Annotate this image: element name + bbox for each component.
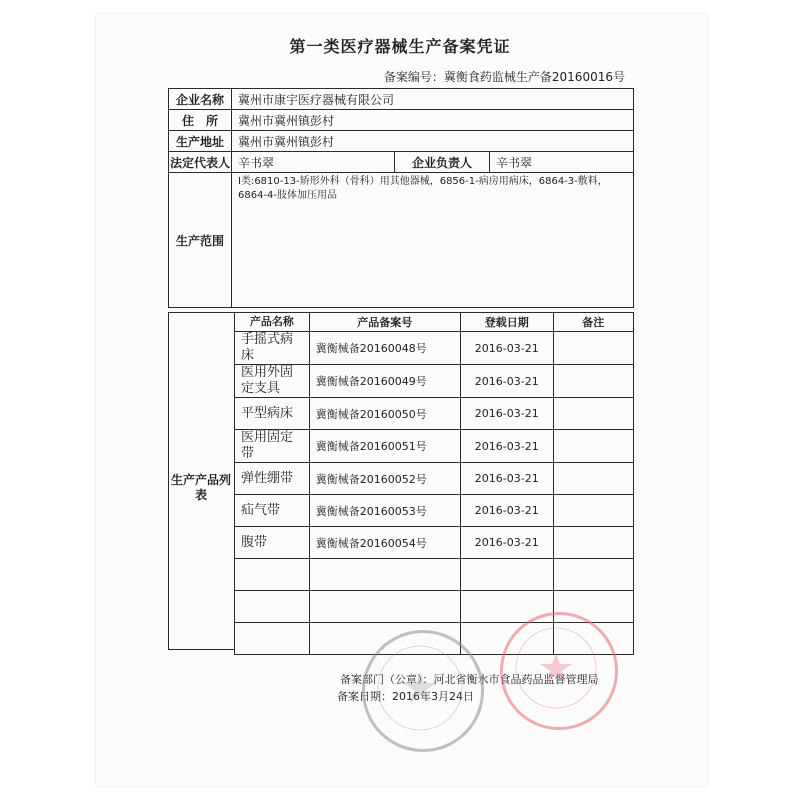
scope-value: Ⅰ类:6810-13-矫形外科（骨科）用其他器械，6856-1-病房用病床，6864-3-敷料，6864-4-肢体加压用品 (232, 173, 634, 308)
scope-label: 生产范围 (169, 173, 232, 308)
product-name-cell: 疝气带 (235, 495, 310, 527)
production-address-value: 冀州市冀州镇彭村 (232, 131, 634, 152)
product-name-cell (235, 559, 310, 591)
product-row (235, 430, 634, 463)
official-seal-gray (362, 630, 484, 752)
product-record-cell: 冀衡械备20160052号 (309, 463, 460, 495)
product-record-cell: 冀衡械备20160054号 (309, 527, 460, 559)
product-note-cell (553, 365, 633, 398)
production-address-label: 生产地址 (169, 131, 232, 152)
product-record-cell: 冀衡械备20160048号 (309, 332, 460, 365)
filing-department: 备案部门（公章）：河北省衡水市食品药品监督管理局 (340, 673, 599, 686)
product-date-cell: 2016-03-21 (460, 527, 553, 559)
product-note-cell (553, 559, 633, 591)
seal-star-icon (365, 633, 475, 743)
product-note-cell (553, 495, 633, 527)
product-name-cell: 腹带 (235, 527, 310, 559)
product-row (235, 398, 634, 430)
product-note-cell (553, 527, 633, 559)
seal-star-icon-red (503, 615, 609, 721)
record-number: 备案编号：冀衡食药监械生产备20160016号 (383, 70, 625, 84)
product-name-cell: 手摇式病床 (235, 332, 310, 365)
product-list-label-cell (168, 312, 234, 650)
header-date: 登载日期 (460, 313, 553, 332)
legal-rep-label: 法定代表人 (169, 152, 232, 173)
product-record-cell: 冀衡械备20160050号 (309, 398, 460, 430)
residence-value: 冀州市冀州镇彭村 (232, 110, 634, 131)
company-seal-red (500, 612, 618, 730)
company-head-value: 辛书翠 (490, 152, 634, 173)
product-record-cell: 冀衡械备20160053号 (309, 495, 460, 527)
product-name-cell (235, 623, 310, 655)
product-note-cell (553, 398, 633, 430)
product-date-cell: 2016-03-21 (460, 398, 553, 430)
product-table (234, 312, 634, 655)
product-table-header (235, 313, 634, 332)
product-row (235, 463, 634, 495)
company-label: 企业名称 (169, 89, 232, 110)
info-table (168, 88, 634, 308)
product-date-cell: 2016-03-21 (460, 463, 553, 495)
product-date-cell: 2016-03-21 (460, 495, 553, 527)
product-row (235, 332, 634, 365)
product-name-cell (235, 591, 310, 623)
residence-label: 住 所 (169, 110, 232, 131)
company-value: 冀州市康宇医疗器械有限公司 (232, 89, 634, 110)
product-date-cell: 2016-03-21 (460, 365, 553, 398)
product-record-cell: 冀衡械备20160051号 (309, 430, 460, 463)
product-date-cell: 2016-03-21 (460, 430, 553, 463)
product-list-label: 生产产品列表 (170, 473, 231, 502)
product-date-cell: 2016-03-21 (460, 332, 553, 365)
product-name-cell: 平型病床 (235, 398, 310, 430)
header-product-name: 产品名称 (235, 313, 310, 332)
product-record-cell (309, 559, 460, 591)
legal-rep-value: 辛书翠 (232, 152, 395, 173)
header-note: 备注 (553, 313, 633, 332)
company-head-label: 企业负责人 (395, 152, 490, 173)
product-row (235, 527, 634, 559)
product-note-cell (553, 430, 633, 463)
product-record-cell (309, 591, 460, 623)
product-note-cell (553, 463, 633, 495)
product-note-cell (553, 332, 633, 365)
product-record-cell: 冀衡械备20160049号 (309, 365, 460, 398)
product-row (235, 365, 634, 398)
product-row (235, 559, 634, 591)
product-name-cell: 医用外固定支具 (235, 365, 310, 398)
filing-date: 备案日期：2016年3月24日 (337, 690, 474, 703)
product-name-cell: 弹性绷带 (235, 463, 310, 495)
header-record-number: 产品备案号 (309, 313, 460, 332)
document-title: 第一类医疗器械生产备案凭证 (289, 37, 511, 56)
product-date-cell (460, 559, 553, 591)
product-row (235, 495, 634, 527)
product-name-cell: 医用固定带 (235, 430, 310, 463)
